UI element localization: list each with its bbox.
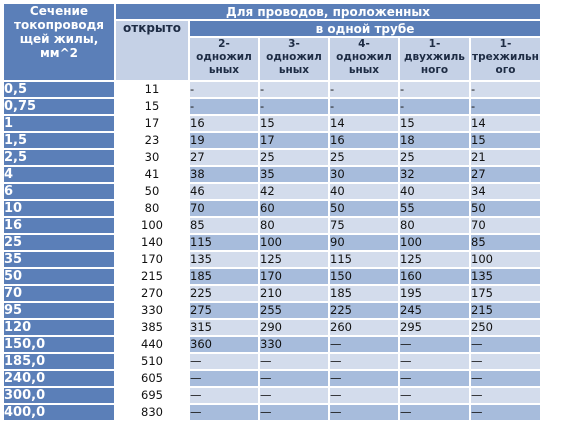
value-cell: -	[330, 82, 398, 97]
open-value-cell: 11	[116, 82, 188, 97]
table-row	[4, 116, 540, 131]
open-header: открыто	[116, 21, 188, 80]
value-cell: 195	[400, 286, 469, 301]
value-cell: —	[471, 337, 540, 352]
value-cell: 175	[471, 286, 540, 301]
value-cell: 70	[471, 218, 540, 233]
section-cell: 16	[4, 218, 114, 233]
value-cell: —	[260, 371, 328, 386]
value-cell: 32	[400, 167, 469, 182]
table-row	[4, 99, 540, 114]
value-cell: 75	[330, 218, 398, 233]
section-cell: 1	[4, 116, 114, 131]
value-cell: 135	[190, 252, 258, 267]
value-cell: —	[471, 371, 540, 386]
value-cell: 360	[190, 337, 258, 352]
value-cell: 85	[471, 235, 540, 250]
wire-current-table	[2, 2, 542, 422]
value-cell: 100	[260, 235, 328, 250]
table-row	[4, 218, 540, 233]
value-cell: -	[190, 82, 258, 97]
value-cell: 15	[260, 116, 328, 131]
value-cell: —	[330, 388, 398, 403]
value-cell: 70	[190, 201, 258, 216]
value-cell: 19	[190, 133, 258, 148]
value-cell: 100	[471, 252, 540, 267]
value-cell: 125	[400, 252, 469, 267]
value-cell: —	[400, 337, 469, 352]
section-cell: 300,0	[4, 388, 114, 403]
value-cell: 25	[260, 150, 328, 165]
open-value-cell: 440	[116, 337, 188, 352]
value-cell: 115	[330, 252, 398, 267]
section-cell: 0,5	[4, 82, 114, 97]
section-cell: 35	[4, 252, 114, 267]
value-cell: -	[400, 99, 469, 114]
section-cell: 120	[4, 320, 114, 335]
value-cell: 55	[400, 201, 469, 216]
value-cell: 40	[330, 184, 398, 199]
value-cell: -	[471, 99, 540, 114]
value-cell: 40	[400, 184, 469, 199]
value-cell: 255	[260, 303, 328, 318]
column-header: 3- одножил ьных	[260, 38, 328, 80]
open-value-cell: 270	[116, 286, 188, 301]
open-value-cell: 215	[116, 269, 188, 284]
table-row	[4, 167, 540, 182]
value-cell: 225	[190, 286, 258, 301]
section-cell: 6	[4, 184, 114, 199]
value-cell: 185	[190, 269, 258, 284]
value-cell: 80	[400, 218, 469, 233]
value-cell: 150	[330, 269, 398, 284]
table-row	[4, 303, 540, 318]
pipe-header: в одной трубе	[190, 21, 540, 36]
open-value-cell: 170	[116, 252, 188, 267]
open-value-cell: 605	[116, 371, 188, 386]
section-cell: 1,5	[4, 133, 114, 148]
value-cell: 115	[190, 235, 258, 250]
value-cell: 46	[190, 184, 258, 199]
value-cell: 295	[400, 320, 469, 335]
table-row	[4, 405, 540, 420]
value-cell: —	[400, 405, 469, 420]
value-cell: 100	[400, 235, 469, 250]
value-cell: 17	[260, 133, 328, 148]
open-value-cell: 17	[116, 116, 188, 131]
value-cell: 35	[260, 167, 328, 182]
section-cell: 95	[4, 303, 114, 318]
section-cell: 50	[4, 269, 114, 284]
value-cell: —	[190, 388, 258, 403]
value-cell: —	[330, 405, 398, 420]
table-row	[4, 337, 540, 352]
value-cell: —	[330, 371, 398, 386]
open-value-cell: 80	[116, 201, 188, 216]
value-cell: 225	[330, 303, 398, 318]
value-cell: —	[260, 405, 328, 420]
column-header: 2- одножил ьных	[190, 38, 258, 80]
open-value-cell: 41	[116, 167, 188, 182]
value-cell: —	[400, 371, 469, 386]
value-cell: 16	[190, 116, 258, 131]
open-value-cell: 50	[116, 184, 188, 199]
value-cell: 38	[190, 167, 258, 182]
value-cell: 42	[260, 184, 328, 199]
table-row	[4, 252, 540, 267]
value-cell: 210	[260, 286, 328, 301]
value-cell: 245	[400, 303, 469, 318]
value-cell: 27	[471, 167, 540, 182]
section-cell: 185,0	[4, 354, 114, 369]
value-cell: —	[190, 371, 258, 386]
value-cell: 14	[330, 116, 398, 131]
value-cell: 160	[400, 269, 469, 284]
value-cell: 27	[190, 150, 258, 165]
value-cell: -	[260, 82, 328, 97]
value-cell: 85	[190, 218, 258, 233]
section-cell: 25	[4, 235, 114, 250]
value-cell: 260	[330, 320, 398, 335]
value-cell: 21	[471, 150, 540, 165]
section-cell: 400,0	[4, 405, 114, 420]
value-cell: 50	[330, 201, 398, 216]
value-cell: 60	[260, 201, 328, 216]
table-row	[4, 133, 540, 148]
table-row	[4, 82, 540, 97]
value-cell: 18	[400, 133, 469, 148]
section-header: Сечение токопроводя щей жилы, мм^2	[4, 4, 114, 80]
section-cell: 150,0	[4, 337, 114, 352]
value-cell: —	[190, 354, 258, 369]
value-cell: —	[471, 405, 540, 420]
open-value-cell: 23	[116, 133, 188, 148]
value-cell: 14	[471, 116, 540, 131]
open-value-cell: 100	[116, 218, 188, 233]
value-cell: —	[471, 388, 540, 403]
value-cell: 290	[260, 320, 328, 335]
value-cell: 250	[471, 320, 540, 335]
value-cell: —	[190, 405, 258, 420]
value-cell: 170	[260, 269, 328, 284]
value-cell: —	[260, 388, 328, 403]
section-cell: 10	[4, 201, 114, 216]
table-row	[4, 201, 540, 216]
value-cell: 15	[471, 133, 540, 148]
value-cell: 16	[330, 133, 398, 148]
value-cell: -	[190, 99, 258, 114]
group-title: Для проводов, проложенных	[116, 4, 540, 19]
value-cell: -	[260, 99, 328, 114]
value-cell: 135	[471, 269, 540, 284]
value-cell: 34	[471, 184, 540, 199]
section-cell: 2,5	[4, 150, 114, 165]
open-value-cell: 510	[116, 354, 188, 369]
value-cell: —	[330, 354, 398, 369]
value-cell: 50	[471, 201, 540, 216]
table-row	[4, 184, 540, 199]
section-cell: 70	[4, 286, 114, 301]
column-header: 1- двухжиль ного	[400, 38, 469, 80]
section-cell: 240,0	[4, 371, 114, 386]
value-cell: 30	[330, 167, 398, 182]
value-cell: 215	[471, 303, 540, 318]
table-row	[4, 388, 540, 403]
table-row	[4, 286, 540, 301]
value-cell: —	[400, 354, 469, 369]
value-cell: —	[260, 354, 328, 369]
value-cell: -	[400, 82, 469, 97]
value-cell: —	[471, 354, 540, 369]
value-cell: —	[330, 337, 398, 352]
open-value-cell: 385	[116, 320, 188, 335]
table-row	[4, 235, 540, 250]
table-row	[4, 150, 540, 165]
value-cell: —	[400, 388, 469, 403]
value-cell: 185	[330, 286, 398, 301]
open-value-cell: 15	[116, 99, 188, 114]
table-row	[4, 371, 540, 386]
column-header: 4- одножил ьных	[330, 38, 398, 80]
section-cell: 0,75	[4, 99, 114, 114]
open-value-cell: 140	[116, 235, 188, 250]
open-value-cell: 330	[116, 303, 188, 318]
value-cell: 330	[260, 337, 328, 352]
value-cell: 90	[330, 235, 398, 250]
value-cell: 315	[190, 320, 258, 335]
value-cell: 275	[190, 303, 258, 318]
open-value-cell: 695	[116, 388, 188, 403]
value-cell: 25	[400, 150, 469, 165]
open-value-cell: 830	[116, 405, 188, 420]
value-cell: 125	[260, 252, 328, 267]
section-cell: 4	[4, 167, 114, 182]
open-value-cell: 30	[116, 150, 188, 165]
value-cell: 15	[400, 116, 469, 131]
table-row	[4, 354, 540, 369]
value-cell: -	[471, 82, 540, 97]
value-cell: 25	[330, 150, 398, 165]
table-row	[4, 320, 540, 335]
value-cell: -	[330, 99, 398, 114]
column-header: 1- трехжильн ого	[471, 38, 540, 80]
value-cell: 80	[260, 218, 328, 233]
table-row	[4, 269, 540, 284]
